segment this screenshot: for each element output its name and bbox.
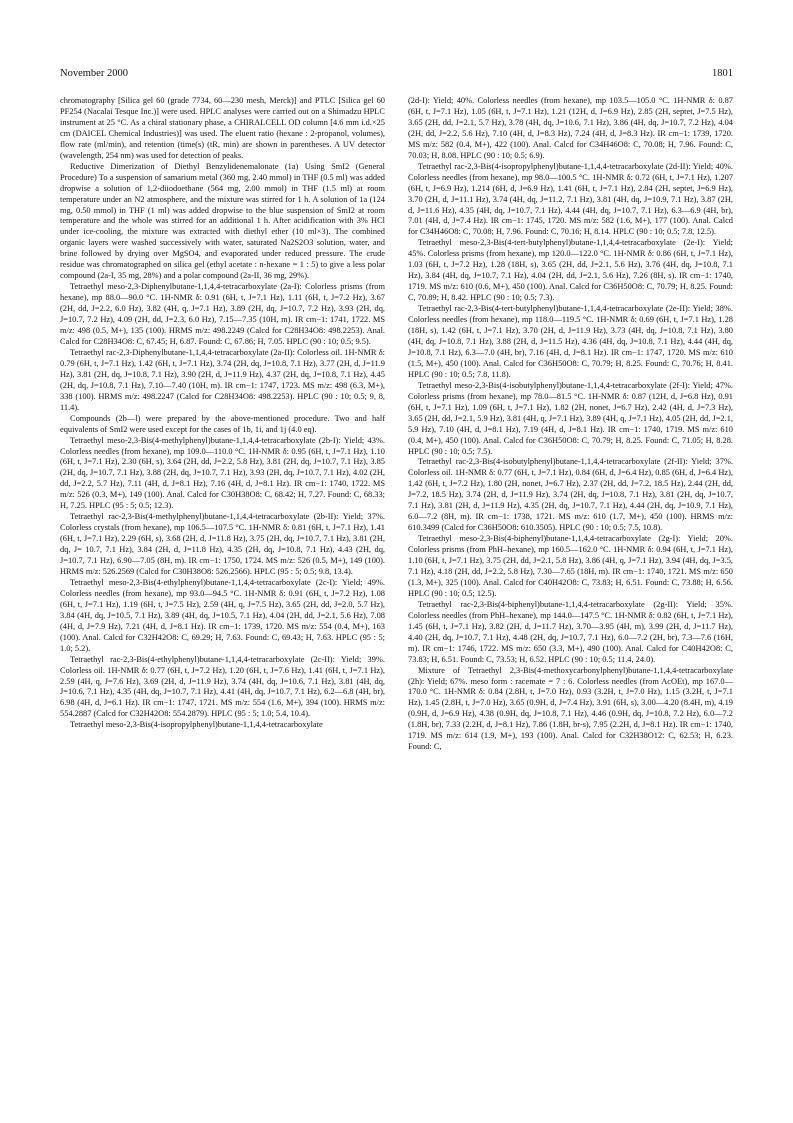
paragraph: Tetraethyl meso-2,3-Diphenylbutane-1,1,4,4-tetracarboxylate (2a-I): Colorless prisms (from hexane), mp 88.0—90.0 °C. 1H-NMR δ: 0.91 (6H, t, J=7.1 Hz), 1.11 (6H, t, J=7.2 Hz), 3.67 (2H, dd, J=2.2, 6.0 Hz), 3.82 (4H, q, J=7.1 Hz), 3.89 (2H, dq, J=10.7, 7.2 Hz), 3.93 (2H, dq, J=10.7, 7.2 Hz), 4.09 (2H, dd, J=2.3, 6.0 Hz), 7.15—7.35 (10H, m). IR cm−1: 1741, 1722. MS m/z: 498 (0.5, M+), 135 (100). HRMS m/z: 498.2249 (Calcd for C28H34O8: 498.2253). Anal. Calcd for C28H34O8: C, 67.45; H, 6.87. Found: C, 67.86; H, 7.05. HPLC (90 : 10; 0.5; 9.5). bbox=[60, 282, 385, 346]
paragraph: Tetraethyl meso-2,3-Bis(4-isopropylphenyl)butane-1,1,4,4-tetracarboxylate bbox=[70, 720, 323, 730]
paragraph: Mixture of Tetraethyl 2,3-Bis(4-methoxycarbonylphenyl)butane-1,1,4,4-tetracarboxylate (2h): Yield; 67%. meso form : racemate = 7 : 6. Colorless needles (from AcOEt), mp 167.0—170.0 °C. 1H-NMR δ: 0.84 (2.8H, t, J=7.0 Hz), 0.93 (3.2H, t, J=7.0 Hz), 1.15 (3.2H, t, J=7.1 Hz), 1.45 (2.8H, t, J=7.0 Hz), 3.65 (0.9H, d, J=7.4 Hz), 3.91 (6H, s), 3.00—4.20 (8.4H, m), 4.19 (0.9H, d, J=6.9 Hz), 4.38 (0.9H, dq, J=10.8, 7.1 Hz), 4.46 (0.9H, dq, J=10.8, 7.2 Hz), 6.0—7.2 (1.8H, br), 7.33 (2.2H, d, J=8.1 Hz), 7.86 (1.8H, br-s), 7.95 (2.2H, d, J=8.1 Hz). IR cm−1: 1740, 1719. MS m/z: 614 (1.9, M+), 193 (100). Anal. Calcd for C32H38O12: C, 62.53; H, 6.23. Found: C, bbox=[408, 665, 733, 752]
paragraph: Tetraethyl rac-2,3-Bis(4-tert-butylphenyl)butane-1,1,4,4-tetracarboxylate (2e-II): Yield; 38%. Colorless needles (from hexane), mp 118.0—119.5 °C. 1H-NMR δ: 0.69 (6H, t, J=7.1 Hz), 1.28 (18H, s), 1.42 (6H, t, J=7.1 Hz), 3.70 (2H, d, J=11.9 Hz), 3.73 (4H, dq, J=10.8, 7.1 Hz), 3.80 (4H, dq, J=10.8, 7.1 Hz), 3.88 (2H, d, J=11.5 Hz), 4.36 (4H, dq, J=10.8, 7.1 Hz), 4.44 (4H, dq, J=10.8, 7.1 Hz), 6.3—7.0 (4H, br), 7.16 (4H, d, J=8.1 Hz). IR cm−1: 1747, 1720. MS m/z: 610 (1.5, M+), 450 (100). Anal. Calcd for C36H50O8: C, 70.79; H, 8.25. Found: C, 70.76; H, 8.41. HPLC (90 : 10; 0.5; 7.8, 11.8). bbox=[408, 304, 733, 379]
paragraph: Tetraethyl meso-2,3-Bis(4-biphenyl)butane-1,1,4,4-tetracarboxylate (2g-I): Yield; 20%. Colorless prisms (from PhH–hexane), mp 160.5—162.0 °C. 1H-NMR δ: 0.94 (6H, t, J=7.1 Hz), 1.10 (6H, t, J=7.1 Hz), 3.75 (2H, dd, J=2.1, 5.8 Hz), 3.86 (4H, q, J=7.1 Hz), 3.94 (4H, dq, J=3.5, 7.1 Hz), 4.18 (2H, dd, J=2.2, 5.8 Hz), 7.30—7.65 (18H, m). IR cm−1: 1740, 1721. MS m/z: 650 (1.3, M+), 325 (100). Anal. Calcd for C40H42O8: C, 73.83; H, 6.51. Found: C, 73.88; H, 6.56. HPLC (90 : 10; 0.5; 12.5). bbox=[408, 534, 733, 598]
running-header-date: November 2000 bbox=[60, 68, 128, 79]
paragraph: Tetraethyl meso-2,3-Bis(4-tert-butylphenyl)butane-1,1,4,4-tetracarboxylate (2e-I): Yield; 45%. Colorless prisms (from hexane), mp 120.0—122.0 °C. 1H-NMR δ: 0.86 (6H, t, J=7.1 Hz), 1.03 (6H, t, J=7.2 Hz), 1.28 (18H, s), 3.65 (2H, dd, J=2.1, 5.6 Hz), 3.76 (4H, dq, J=10.8, 7.1 Hz), 3.84 (4H, dq, J=10.7, 7.1 Hz), 4.04 (2H, dd, J=2.1, 5.6 Hz), 7.26 (8H, s). IR cm−1: 1740, 1719. MS m/z: 610 (0.6, M+), 450 (100). Anal. Calcd for C36H50O8: C, 70.79; H, 8.25. Found: C, 70.89; H, 8.42. HPLC (90 : 10; 0.5; 7.3). bbox=[408, 238, 733, 303]
right-text-column bbox=[408, 96, 733, 753]
paragraph: Tetraethyl rac-2,3-Diphenylbutane-1,1,4,4-tetracarboxylate (2a-II): Colorless oil. 1H-NMR δ: 0.79 (6H, t, J=7.1 Hz), 1.42 (6H, t, J=7.1 Hz), 3.74 (2H, dq, J=10.8, 7.1 Hz), 3.77 (2H, d, J=11.9 Hz), 3.81 (2H, dq, J=10.8, 7.1 Hz), 3.90 (2H, d, J=11.9 Hz), 4.37 (2H, dq, J=10.8, 7.1 Hz), 4.45 (2H, dq, J=10.8, 7.1 Hz), 7.10—7.40 (10H, m). IR cm−1: 1747, 1723. MS m/z: 498 (6.3, M+), 338 (100). HRMS m/z: 498.2247 (Calcd for C28H34O8: 498.2253). HPLC (90 : 10; 0.5; 9, 8, 11.4). bbox=[60, 347, 385, 412]
paragraph: Reductive Dimerization of Diethyl Benzylidenemalonate (1a) Using SmI2 (General Procedure) To a suspension of samarium metal (360 mg, 2.40 mmol) in THF (0.5 ml) was added dropwise a solution of 1,2-diiodoethane (564 mg, 2.00 mmol) in THF (1.5 ml) at room temperature under an N2 atmosphere, and the mixture was stirred for 1 h. A solution of 1a (124 mg, 0.50 mmol) in THF (1 ml) was added dropwise to the blue suspension of SmI2 at room temperature and the whole was stirred for an additional 1 h. After acidification with 3% HCl under ice-cooling, the mixture was extracted with diethyl ether (10 ml×3). The combined organic layers were washed successively with water, saturated Na2S2O3 solution, water, and brine followed by drying over MgSO4, and evaporated under reduced pressure. The crude residue was chromatographed on silica gel (ethyl acetate : n-hexane = 1 : 5) to give a less polar compound (2a-I, 35 mg, 28%) and a polar compound (2a-II, 36 mg, 29%). bbox=[60, 161, 385, 281]
paragraph: Tetraethyl rac-2,3-Bis(4-isopropylphenyl)butane-1,1,4,4-tetracarboxylate (2d-II): Yield; 40%. Colorless needles (from hexane), mp 98.0—100.5 °C. 1H-NMR δ: 0.72 (6H, t, J=7.1 Hz), 1.207 (6H, t, J=6.9 Hz), 1.214 (6H, d, J=6.9 Hz), 1.41 (6H, t, J=7.1 Hz), 2.84 (2H, septet, J=6.9 Hz), 3.70 (2H, d, J=11.1 Hz), 3.74 (4H, dq, J=11.2, 7.1 Hz), 3.81 (4H, dq, J=10.9, 7.1 Hz), 3.87 (2H, d, J=11.6 Hz), 4.35 (4H, dq, J=10.7, 7.1 Hz), 4.44 (4H, dq, J=10.7, 7.1 Hz), 6.3—6.9 (4H, br), 7.01 (4H, d, J=7.4 Hz). IR cm−1: 1745, 1720. MS m/z: 582 (1.6, M+), 177 (100). Anal. Calcd for C34H46O8: C, 70.08; H, 7.96. Found: C, 70.16; H, 8.14. HPLC (90 : 10; 0.5; 7.8, 12.5). bbox=[408, 161, 733, 237]
left-text-column bbox=[60, 96, 385, 731]
paragraph: Tetraethyl rac-2,3-Bis(4-ethylphenyl)butane-1,1,4,4-tetracarboxylate (2c-II): Yield; 39%. Colorless oil. 1H-NMR δ: 0.77 (6H, t, J=7.2 Hz), 1.20 (6H, t, J=7.6 Hz), 1.41 (6H, t, J=7.1 Hz), 2.59 (4H, q, J=7.6 Hz), 3.69 (2H, d, J=11.9 Hz), 3.74 (4H, dq, J=10.6, 7.1 Hz), 3.81 (4H, dq, J=10.6, 7.1 Hz), 4.35 (4H, dq, J=10.7, 7.1 Hz), 4.41 (4H, dq, J=10.7, 7.1 Hz), 6.2—6.8 (4H, br), 6.98 (4H, d, J=6.1 Hz). IR cm−1: 1747, 1721. MS m/z: 554 (1.6, M+), 394 (100). HRMS m/z: 554.2887 (Calcd for C32H42O8: 554.2879). HPLC (95 : 5; 1.0; 5.4, 10.4). bbox=[60, 654, 385, 719]
paragraph: Tetraethyl meso-2,3-Bis(4-ethylphenyl)butane-1,1,4,4-tetracarboxylate (2c-I): Yield; 49%. Colorless needles (from hexane), mp 93.0—94.5 °C. 1H-NMR δ: 0.91 (6H, t, J=7.2 Hz), 1.08 (6H, t, J=7.1 Hz), 1.19 (6H, t, J=7.5 Hz), 2.59 (4H, q, J=7.5 Hz), 3.65 (2H, dd, J=2.0, 5.7 Hz), 3.84 (4H, dq, J=10.5, 7.1 Hz), 3.89 (4H, dq, J=10.5, 7.1 Hz), 4.04 (2H, dd, J=2.1, 5.6 Hz), 7.08 (4H, d, J=7.9 Hz), 7.21 (4H, d, J=8.1 Hz). IR cm−1: 1739, 1720. MS m/z: 554 (0.4, M+), 163 (100). Anal. Calcd for C32H42O8: C, 69.29; H, 7.63. Found: C, 69.43; H, 7.63. HPLC (95 : 5; 1.0; 5.2). bbox=[60, 577, 385, 653]
paragraph: (2d-I): Yield; 40%. Colorless needles (from hexane), mp 103.5—105.0 °C. 1H-NMR δ: 0.87 (6H, t, J=7.1 Hz), 1.05 (6H, t, J=7.1 Hz), 1.21 (12H, d, J=6.9 Hz), 2.85 (2H, septet, J=7.5 Hz), 3.65 (2H, dd, J=2.1, 5.7 Hz), 3.78 (4H, dq, J=10.6, 7.1 Hz), 3.86 (4H, dq, J=10.7, 7.2 Hz), 4.04 (2H, dd, J=2.2, 5.6 Hz), 7.10 (4H, d, J=8.3 Hz), 7.24 (4H, d, J=8.3 Hz). IR cm−1: 1739, 1720. MS m/z: 582 (0.4, M+), 422 (100). Anal. Calcd for C34H46O8: C, 70.08; H, 7.96. Found: C, 70.03; H, 8.08. HPLC (90 : 10; 0.5; 6.9). bbox=[408, 96, 733, 160]
page-number: 1801 bbox=[712, 68, 733, 79]
paragraph: Tetraethyl meso-2,3-Bis(4-isobutylphenyl)butane-1,1,4,4-tetracarboxylate (2f-I): Yield; 47%. Colorless prisms (from hexane), mp 78.0—81.5 °C. 1H-NMR δ: 0.87 (12H, d, J=6.8 Hz), 0.91 (6H, t, J=7.1 Hz), 1.09 (6H, t, J=7.1 Hz), 1.82 (2H, nonet, J=6.7 Hz), 2.42 (4H, d, J=7.3 Hz), 3.65 (2H, dd, J=2.1, 5.9 Hz), 3.81 (4H, q, J=7.1 Hz), 3.89 (4H, q, J=7.1 Hz), 4.05 (2H, dd, J=2.1, 5.9 Hz), 7.10 (4H, d, J=8.1 Hz), 7.19 (4H, d, J=8.1 Hz). IR cm−1: 1740, 1719. MS m/z: 610 (0.4, M+), 450 (100). Anal. Calcd for C36H50O8: C, 70.79; H, 8.25. Found: C, 71.05; H, 8.28. HPLC (90 : 10; 0.5; 7.5). bbox=[408, 380, 733, 456]
paragraph: Tetraethyl meso-2,3-Bis(4-methylphenyl)butane-1,1,4,4-tetracarboxylate (2b-I): Yield; 43%. Colorless needles (from hexane), mp 109.0—110.0 °C. 1H-NMR δ: 0.95 (6H, t, J=7.1 Hz), 1.10 (6H, t, J=7.1 Hz), 2.30 (6H, s), 3.64 (2H, dd, J=2.2, 5.8 Hz), 3.81 (2H, dq, J=10.7, 7.1 Hz), 3.85 (2H, dq, J=10.7, 7.1 Hz), 3.88 (2H, dq, J=10.7, 7.1 Hz), 3.93 (2H, dq, J=10.7, 7.1 Hz), 4.02 (2H, dd, J=2.2, 5.7 Hz), 7.11 (4H, d, J=8.1 Hz), 7.16 (4H, d, J=8.1 Hz). IR cm−1: 1740, 1722. MS m/z: 526 (0.3, M+), 149 (100). Anal. Calcd for C30H38O8: C, 68.42; H, 7.27. Found: C, 68.33; H, 7.25. HPLC (95 : 5; 0.5; 12.3). bbox=[60, 435, 385, 511]
paragraph: Tetraethyl rac-2,3-Bis(4-isobutylphenyl)butane-1,1,4,4-tetracarboxylate (2f-II): Yield; 37%. Colorless oil. 1H-NMR δ: 0.77 (6H, t, J=7.1 Hz), 0.84 (6H, d, J=6.4 Hz), 0.85 (6H, d, J=6.4 Hz), 1.42 (6H, t, J=7.2 Hz), 1.80 (2H, nonet, J=6.7 Hz), 2.37 (2H, dd, J=7.2, 18.5 Hz), 2.44 (2H, dd, J=7.2, 18.5 Hz), 3.74 (2H, d, J=11.9 Hz), 3.74 (2H, dq, J=10.8, 7.1 Hz), 3.81 (2H, dq, J=10.7, 7.1 Hz), 3.81 (2H, d, J=11.9 Hz), 4.35 (2H, dq, J=10.7, 7.1 Hz), 4.44 (2H, dq, J=10.9, 7.1 Hz), 6.0—7.2 (8H, m). IR cm−1: 1738, 1721. MS m/z: 610 (1.7, M+), 450 (100). HRMS m/z: 610.3499 (Calcd for C36H50O8: 610.3505). HPLC (90 : 10; 0.5; 7.5, 10.8). bbox=[408, 457, 733, 533]
paragraph: Compounds (2b—l) were prepared by the above-mentioned procedure. Two and half equivalents of SmI2 were used except for the cases of 1b, 1i, and 1j (4.0 eq). bbox=[60, 413, 385, 434]
paragraph: Tetraethyl rac-2,3-Bis(4-biphenyl)butane-1,1,4,4-tetracarboxylate (2g-II): Yield; 35%. Colorless needles (from PhH–hexane), mp 144.0—147.5 °C. 1H-NMR δ: 0.82 (6H, t, J=7.1 Hz), 1.45 (6H, t, J=7.1 Hz), 3.82 (2H, d, J=11.7 Hz), 3.70—3.95 (4H, m), 3.99 (2H, d, J=11.7 Hz), 4.40 (2H, dq, J=10.7, 7.1 Hz), 4.48 (2H, dq, J=10.7, 7.1 Hz), 6.0—7.2 (2H, br), 7.3—7.6 (16H, m). IR cm−1: 1746, 1722. MS m/z: 650 (3.3, M+), 490 (100). Anal. Calcd for C40H42O8: C, 73.83; H, 6.51. Found: C, 73.53; H, 6.52. HPLC (90 : 10; 0.5; 11.4, 24.0). bbox=[408, 599, 733, 664]
paragraph: Tetraethyl rac-2,3-Bis(4-methylphenyl)butane-1,1,4,4-tetracarboxylate (2b-II): Yield; 37%. Colorless crystals (from hexane), mp 106.5—107.5 °C. 1H-NMR δ: 0.81 (6H, t, J=7.1 Hz), 1.41 (6H, t, J=7.1 Hz), 2.29 (6H, s), 3.68 (2H, d, J=11.8 Hz), 3.75 (2H, dq, J=10.7, 7.1 Hz), 3.81 (2H, dq, J= 10.7, 7.1 Hz), 3.84 (2H, d, J=11.8 Hz), 4.35 (2H, dq, J=10.8, 7.1 Hz), 4.43 (2H, dq, J=10.7, 7.1 Hz), 6.90—7.05 (8H, m). IR cm−1: 1750, 1724. MS m/z: 526 (0.5, M+), 149 (100). HRMS m/z: 526.2569 (Calcd for C30H38O8: 526.2566). HPLC (95 : 5; 0.5; 9.8, 13.4). bbox=[60, 512, 385, 576]
paragraph: chromatography [Silica gel 60 (grade 7734, 60—230 mesh, Merck)] and PTLC [Silica gel 60 PF254 (Nacalai Tesque Inc.)] were used. HPLC analyses were carried out on a Shimadzu HPLC instrument at 25 °C. As a chiral stationary phase, a CHIRALCELL OD column [4.6 mm i.d.×25 cm (DAICEL Chemical Industries)] was used. The eluent ratio (hexane : 2-propanol, volumes), flow rate (ml/min), and retention (time(s) (tR, min) are shown in parentheses. A UV detector (wavelength, 254 nm) was used for detection of peaks. bbox=[60, 96, 385, 160]
